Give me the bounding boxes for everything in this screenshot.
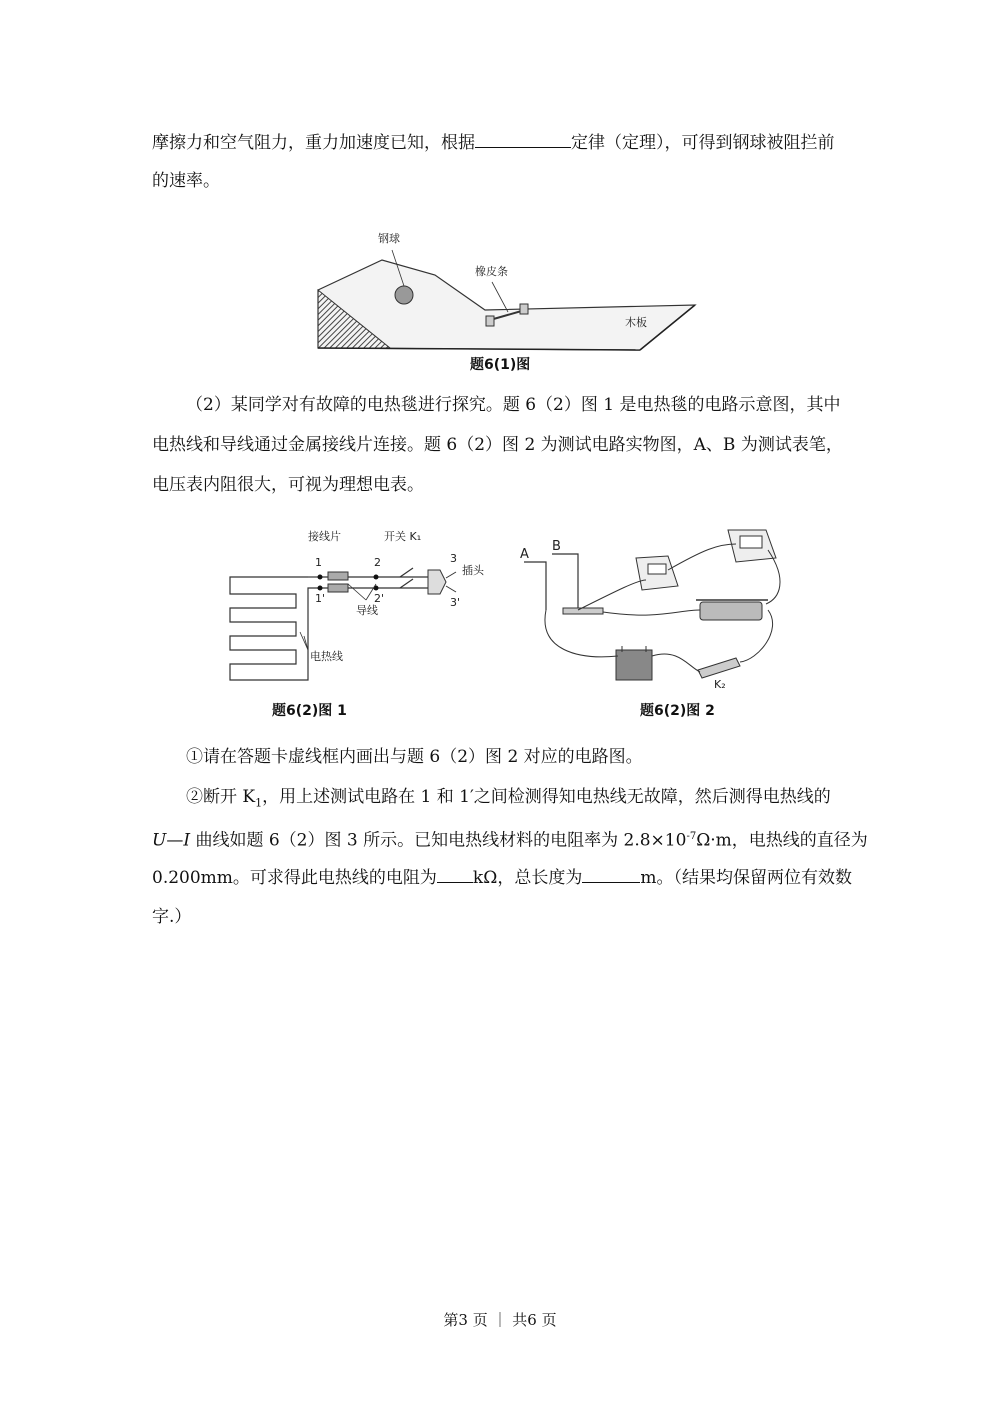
question-1: ①请在答题卡虚线框内画出与题 6（2）图 2 对应的电路图。 [186,747,643,767]
text-line [152,170,220,192]
rheostat-icon [700,602,762,620]
heater-circuit-figure [218,522,484,692]
steel-ball-icon [395,286,413,304]
text: 曲线如题 6（2）图 3 所示。已知电热线材料的电阻率为 2.8×10 [190,830,687,851]
post-icon [486,316,494,326]
label-heater-wire: 电热线 [310,650,343,663]
k2-label: K₂ [714,678,726,691]
label-plug: 插头 [462,564,484,577]
figure-caption: 题6(2)图 2 [640,703,715,719]
terminal-tab-icon [328,572,348,580]
node-label: 2' [374,592,385,605]
plug-icon [428,570,446,594]
subscript: 1 [255,796,263,810]
label-rubber: 橡皮条 [475,265,508,278]
label-switch: 开关 K₁ [384,530,422,543]
post-icon [520,304,528,314]
label-ball: 钢球 [378,232,400,245]
terminal-tab-icon [328,584,348,592]
probe-a-label: A [520,547,529,562]
figure-caption: 题6(2)图 1 [272,703,347,719]
text-line: 电压表内阻很大，可视为理想电表。 [152,475,424,495]
switch-k2-icon [698,658,740,678]
label-terminal-tab: 接线片 [308,530,341,543]
text: ，用上述测试电路在 1 和 1′之间检测得知电热线无故障，然后测得电热线的 [262,787,831,807]
page-footer: 第3 页 ｜ 共6 页 [443,1311,557,1329]
text: kΩ，总长度为 [472,868,583,888]
question-2-line [186,786,831,814]
question-2-line [152,866,852,889]
symbol-i: I [183,830,191,851]
node-label: 3' [450,596,461,609]
battery-icon [616,650,652,680]
question-2-line [152,826,868,852]
symbol-u: U [152,830,167,851]
text: 的速率。 [152,171,220,191]
answer-blank [582,866,640,883]
text: — [166,830,184,851]
text-line: 电热线和导线通过金属接线片连接。题 6（2）图 2 为测试电路实物图，A、B 为测试表笔， [152,435,843,455]
text: Ω·m，电热线的直径为 [696,830,868,851]
node-label: 3 [450,552,457,565]
ramp-figure [310,220,710,375]
label-board: 木板 [625,316,647,329]
text: 摩擦力和空气阻力，重力加速度已知，根据 [152,133,475,153]
label-wire: 导线 [356,604,378,617]
node-label: 1' [315,592,326,605]
answer-blank [437,866,473,883]
switch-icon [400,568,413,577]
question-2-line: 字.） [152,907,192,927]
text-line: （2）某同学对有故障的电热毯进行探究。题 6（2）图 1 是电热毯的电路示意图，其中 [186,395,841,415]
probe-b-label: B [552,539,561,554]
text: ②断开 K [186,787,256,807]
node-label: 2 [374,556,381,569]
test-stand-icon [563,608,603,614]
node-label: 1 [315,556,322,569]
answer-blank [475,131,571,148]
heating-wire [230,577,320,680]
text: 定律（定理），可得到钢球被阻拦前 [571,133,835,153]
test-circuit-figure [518,520,790,695]
text: m。（结果均保留两位有效数 [640,868,852,888]
superscript: -7 [686,831,697,842]
figure-caption: 题6(1)图 [470,357,531,373]
text: 0.200mm。可求得此电热线的电阻为 [152,868,437,888]
text-line [152,131,835,154]
